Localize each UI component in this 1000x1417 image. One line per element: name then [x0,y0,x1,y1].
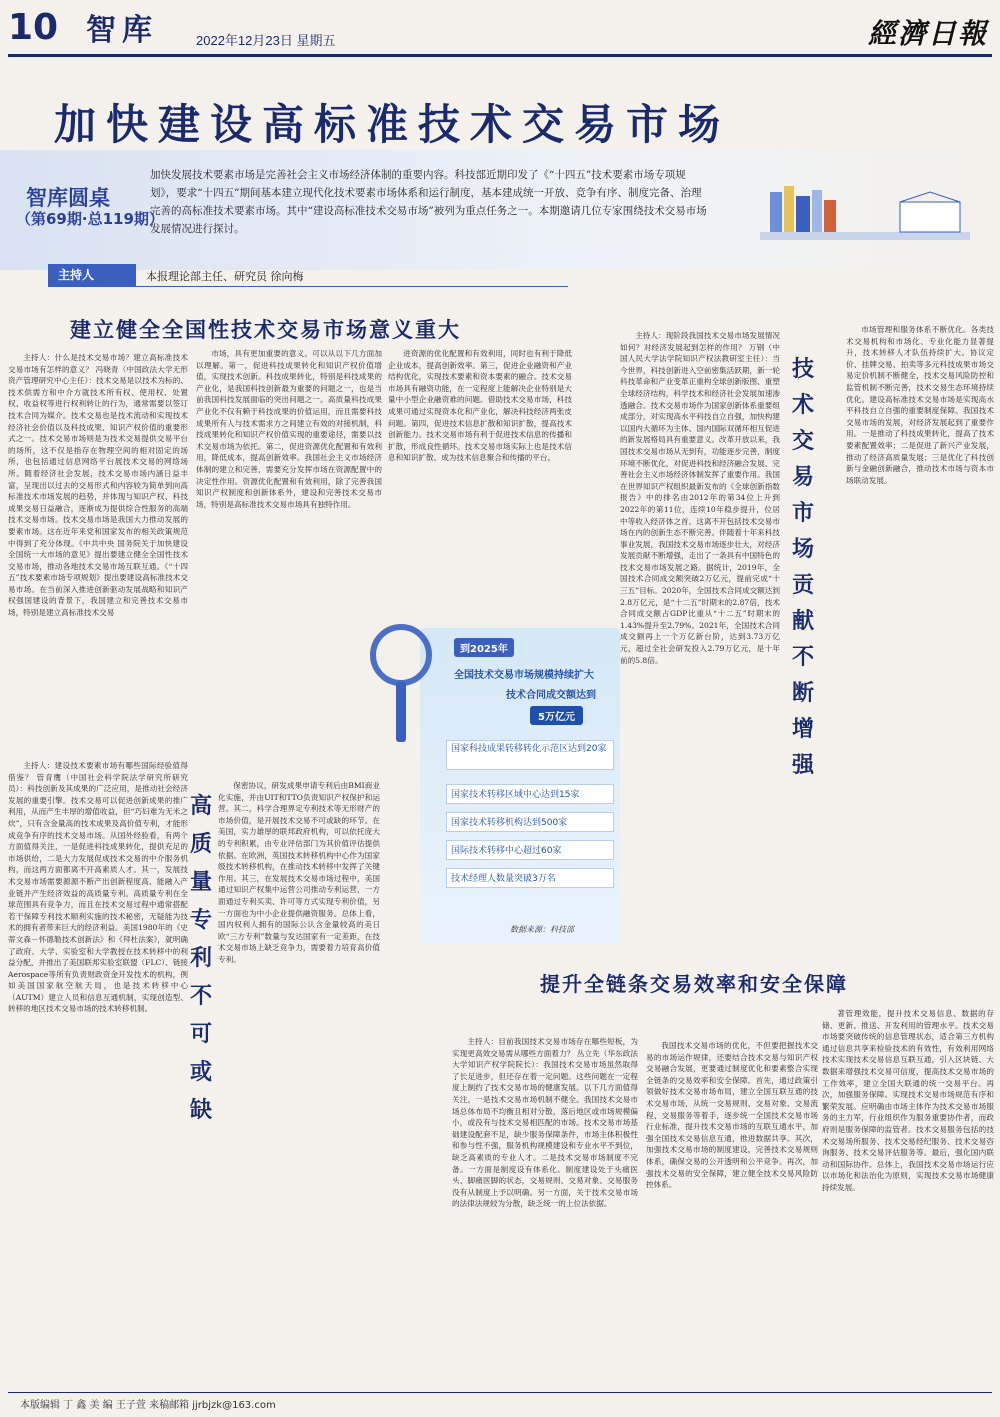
article-column-10: 著管理效能，提升技术交易信息、数据的存储、更新、推送、开发利用的管理水平。技术交易市场要突破传统的信息管理状态，适合第三方机构通过信息共享来检验技术的有效性，有效利用网络技术实现技术交易信息互联互通，引入区块链、大数据来增强技术交易可信度，提高技术交易市场的工作效率，建立全国大联通的统一交易平台。再次，加强服务保障。实现技术交易市场规范有序和繁荣发展。应明确由市场主体作为技术交易市场服务的主力军，行业组织作为服务重要协作者，而政府则是服务保障的监管者。技术交易服务包括的技术交易场所服务、技术交易经纪服务、技术交易咨询服务、技术交易评估服务等。最后，强化国内联动和国际协作。总体上，我国技术交易市场运行应以市场化和法治化为原则，实现技术交易市场健康持续发展。 [822,1009,994,1192]
infographic-stat: 技术经理人数量突破3万名 [446,868,614,888]
article-column-6: 主持人：现阶段我国技术交易市场发展情况如何？对经济发展起到怎样的作用？ 万钢（中国人民大学法学院知识产权法教研室主任）：当今世界，科技创新进入空前密集活跃期，新一轮科技革命和产业变革正重构全球创新版图、重塑全球经济结构，科学技术和经济社会发展加速渗透融合。技术交易市场作为国家创新体系重要组成部分，对实现高水平科技自立自强，加快构建以国内大循环为主体、国内国际双循环相互促进的新发展格局具有重要意义。改革开放以来，我国技术交易市场从无到有，功能逐步完善，制度环境不断优化，对促进科技和经济融合发展、完善社会主义市场经济体制发挥了重要作用。我国在世界知识产权组织最新发布的《全球创新指数报告》中的排名由2012年的第34位上升到2022年的第11位，连续10年稳步提升，位居中等收入经济体之首。这离不开包括技术交易市场在内的创新生态不断完善。伴随着十年来科技事业发展，我国技术交易市场逐步壮大，对经济发展贡献不断增强，走出了一条具有中国特色的技术交易市场发展之路。据统计，2019年，全国技术合同成交额突破2万亿元，提前完成“十三五”目标。2020年，全国技术合同成交额达到2.8万亿元，是“十二五”时期末的2.87倍，技术合同成交额占GDP比重从“十二五”时期末的1.43%提升至2.79%。2021年，全国技术合同成交额再上一个万亿新台阶，达到3.73万亿元，超过全社会研发投入2.79万亿元，是十年前的5.8倍。 [620,331,780,665]
column-issue: （第69期·总119期） [16,210,164,228]
article-column-3: 进资源的优化配置和有效利用，同时也有利于降低企业成本，提高创新效率。第三，促进企业融资和产业结构优化，实现技术要素和资本要素的融合。技术交易市场具有融资功能，在一定程度上能解决企业特别是大量中小型企业融资难的问题。借助技术交易市场，科技成果可通过实现资本化和产业化，解决科技经济两张皮问题。第四，促进技术信息扩散和知识扩散，提高技术创新能力。技术交易市场有利于促进技术信息的传播和扩散，形成良性循环。技术交易市场实际上也是技术信息和知识扩散、成为技术信息聚合和传播的平台。 [388,349,572,463]
footer-rule [8,1392,992,1393]
article-column-8: 主持人：目前我国技术交易市场存在哪些短板，为实现更高效交易需从哪些方面着力？ 丛立先（华东政法大学知识产权学院院长）：我国技术交易市场虽然取得了长足进步，但还存在着一定问题。这些问题在一定程度上制约了技术交易市场的健康发展。以下几方面值得关注。一是技术交易市场机制不健全。我国技术交易市场总体布局不均衡且相对分散，落后地区或市场规模偏小，或没有与技术交易相匹配的市场。技术交易市场基础建设配套不足，缺少服务保障条件，市场主体积极性和参与性不强，服务机构规模建设和专业水平不到位，缺乏高素质的专业人才。二是技术交易市场制度不完备。一方面是制度设有体系化。制度建设处于头痛医头、脚痛医脚的状态，交易规则、交易对象、交易服务没有从制度上予以明确。另一方面，关于技术交易市场的法律法规较为分散，缺乏统一的上位法依据。 [452,1037,638,1209]
section-heading-1: 建立健全全国性技术交易市场意义重大 [70,318,461,342]
infographic-source: 数据来源：科技部 [510,925,574,934]
infographic-headline-1: 全国技术交易市场规模持续扩大 [454,670,594,681]
page-number: 10 [8,7,59,48]
footer-credits: 本版编辑 丁 鑫 美 编 王子萱 来稿邮箱 jjrbjzk@163.com [20,1400,276,1411]
header-rule [8,54,992,57]
infographic-headline-2: 技术合同成交额达到 [506,690,596,701]
column-name: 智库圆桌 [26,186,110,210]
books-illustration [750,172,980,272]
infographic-stat: 国家技术转移区域中心达到15家 [446,784,614,804]
infographic-stat: 国家科技成果转移转化示范区达到20家 [446,740,614,770]
host-tag: 主持人 [48,264,136,286]
article-column-2: 市场，具有更加重要的意义。可以从以下几方面加以理解。第一，促进科技成果转化和知识产权价值增值，实现技术创新。科技成果转化，特别是科技成果的产业化，是我国科技创新最为重要的问题之一，也是当前我国科技发展面临的突出问题之一。高质量科技成果产业化不仅有赖于科技成果的价值运用，而且需要科技成果所有人与技术需求方之间建立有效的对接机制，科技成果转化和知识产权价值实现的重要途径，需要以技术交易市场为依托。第二，促进资源优化配置和有效利用，降低成本，提高创新效率。我国社会主义市场经济体制的建立和完善，需要充分发挥市场在资源配置中的决定性作用。资源优化配置和有效利用，除了完善我国知识产权制度和创新体系外，建设和完善技术交易市场，特别是高标准技术交易市场具有独特作用。 [196,349,382,509]
section-heading-4: 提升全链条交易效率和安全保障 [540,972,848,996]
section-heading-3: 技术交易市场贡献不断增强 [792,357,815,778]
article-column-7: 市场管理和服务体系不断优化。各类技术交易机构和市场化、专业化能力显著提升，技术转移人才队伍持续扩大。协议定价、挂牌交易、拍卖等多元科技成果市场交易定价机制不断健全，技术交易风险防控和监管机制不断完善，技术交易生态环境持续优化。建设高标准技术交易市场是实现高水平科技自立自强的重要制度保障。我国技术交易市场的发展，对经济发展起到了重要作用。一是推动了科技成果转化，提高了技术要素配置效率；二是促进了新兴产业发展，推动了经济高质量发展；三是优化了科技创新与金融创新融合，推动技术市场与资本市场联动发展。 [846,325,994,485]
article-column-5: 保密协议，研发成果申请专利后由BMI商业化实施，并由UIT和TTO负责知识产权保护和运营。其二，科学合理界定专利技术等无形财产的市场价值，是开展技术交易不可或缺的环节。在美国，实力雄厚的联邦政府机构，可以依托庞大的专利积累，由专业评估部门为其价值评估提供依据。在欧洲，英国技术转移机构中心作为国家级技术转移机构，在推动技术转移中发挥了关键作用。其三，在发展技术交易市场过程中，美国通过知识产权集中运营公司推动专利运营，一方面通过专利买卖、许可等方式实现专利价值，另一方面也为中小企业提供融资服务。总体上看，国内权利人拥有的国际公认含金量较高的美日欧“三方专利”数量与发达国家有一定差距，在技术交易市场上缺乏竞争力，需要着力培育高价值专利。 [218,781,380,964]
article-column-4: 主持人：建设技术要素市场有哪些国际经验值得借鉴？ 管育鹰（中国社会科学院法学研究所研究员）：科技创新及其成果的广泛应用，是推动社会经济发展的重要引擎。技术交易可以促进创新成果的推广利用，从而产生丰厚的增值收益，但“巧妇难为无米之炊”，只有含金量高的技术成果及高价值专利，才能形成竞争有序的技术交易市场。从国外经验看，有两个方面值得关注，一是促进科技成果转化，提供充足的市场供给，二是大力发展促成技术交易的中介服务机构，而这两方面都离不开高素质人才。其一，发展技术交易市场需要源源不断产出创新程度高、能融入产业链并产生经济效益的高质量专利。高质量专利在全球范围具有竞争力，而且在技术交易过程中通常搭配若干保障专利技术顺利实施的技术秘密，无疑能为技术的拥有者带来巨大的经济利益。美国1980年的《史蒂文森－怀德勒技术创新法》和《拜杜法案》，就明确了政府、大学、实验室和大学教授在技术转移中的利益分配，并推出了美国联邦实验室联盟（FLC）、链接Aerospace等所有负责财政资金开发技术的机构，例如美国国家航空航天局，也是技术转移中心（AUTM）建立人员和信息互通机制，实现创造型、转移的地区技术交易市场的技术转移机制。 [8,761,188,1014]
issue-date: 2022年12月23日 星期五 [196,33,336,48]
intro-text: 加快发展技术要素市场是完善社会主义市场经济体制的重要内容。科技部近期印发了《“十四五”技术要素市场专项规划》，要求“十四五”期间基本建立现代化技术要素市场体系和运行制度，基本建成统一开放、竞争有序、制度完备、治理完善的高标准技术要素市场。其中“建设高标准技术交易市场”被列为重点任务之一。本期邀请几位专家围绕技术交易市场发展情况进行探讨。 [150,169,707,235]
infographic-stat: 国际技术转移中心超过60家 [446,840,614,860]
magnifier-icon [356,620,446,750]
section-heading-2: 高质量专利不可或缺 [190,794,213,1123]
infographic-year: 到2025年 [454,638,514,657]
infographic-panel [420,628,620,944]
newspaper-masthead: 經濟日報 [867,17,988,50]
infographic-amount: 5万亿元 [530,706,583,725]
article-column-1: 主持人：什么是技术交易市场？建立高标准技术交易市场有怎样的意义？ 冯晓青（中国政法大学无形资产管理研究中心主任）：技术交易是以技术为标的、技术供需方和中介方就技术所有权、使用权、处置权、收益权等进行权利转让的行为，通常需要以签订技术合同为媒介。技术交易也是技术流动和实现技术经济社会价值以及科技成果、知识产权价值的重要形式之一。技术交易市场则是为技术交易提供交易平台的场所，这不仅是指存在物理空间的相对固定的场所，也包括通过信息网络平台展技术交易的网络场所。随着经济社会发展，技术交易市场内涵日益丰富，呈现出以过去的交易形式和内容较为简单到向高标准技术市场发展的趋势，并体现与知识产权、科技成果交易日益融合，逐渐成为提供综合性服务的高端技术交易市场。技术交易市场是我国大力推动发展的要素市场。这在近年来党和国家发布的相关政策规范中得到了充分体现。《中共中央 国务院关于加快建设全国统一大市场的意见》提出要建立健全全国性技术交易市场，推动各地技术交易市场互联互通。《“十四五”技术要素市场专项规划》提出要建设高标准技术交易市场。在当前深入推进创新驱动发展战略和知识产权强国建设的背景下，我国建立和完善技术交易市场，特别是建立高标准技术交易 [8,353,188,618]
infographic-stat: 国家技术转移机构达到500家 [446,812,614,832]
section-name: 智库 [86,13,158,48]
page-title: 加快建设高标准技术交易市场 [54,100,731,149]
host-rule [48,286,568,287]
article-column-9: 我国技术交易市场的优化，不但要把握技术交易的市场运作规律，还要结合技术交易与知识产权交易融合发展，更要通过制度优化和要素整合实现全链条的交易效率和安全保障。首先，通过政策引领做好技术交易市场布局，建立全国互联互通的技术交易市场，从统一交易规则、交易对象、交易流程、交易服务等着手，逐步统一全国技术交易市场行业标准，提升技术交易市场的互联互通水平，加强全国技术交易信息互通，推进数据共享。其次，加强技术交易市场的制度建设，完善技术交易规则体系，确保交易的公开透明和公平竞争。再次，加强技术交易的安全保障，建立健全技术交易风险防控体系。 [646,1041,818,1190]
host-byline: 本报理论部主任、研究员 徐向梅 [146,270,304,283]
